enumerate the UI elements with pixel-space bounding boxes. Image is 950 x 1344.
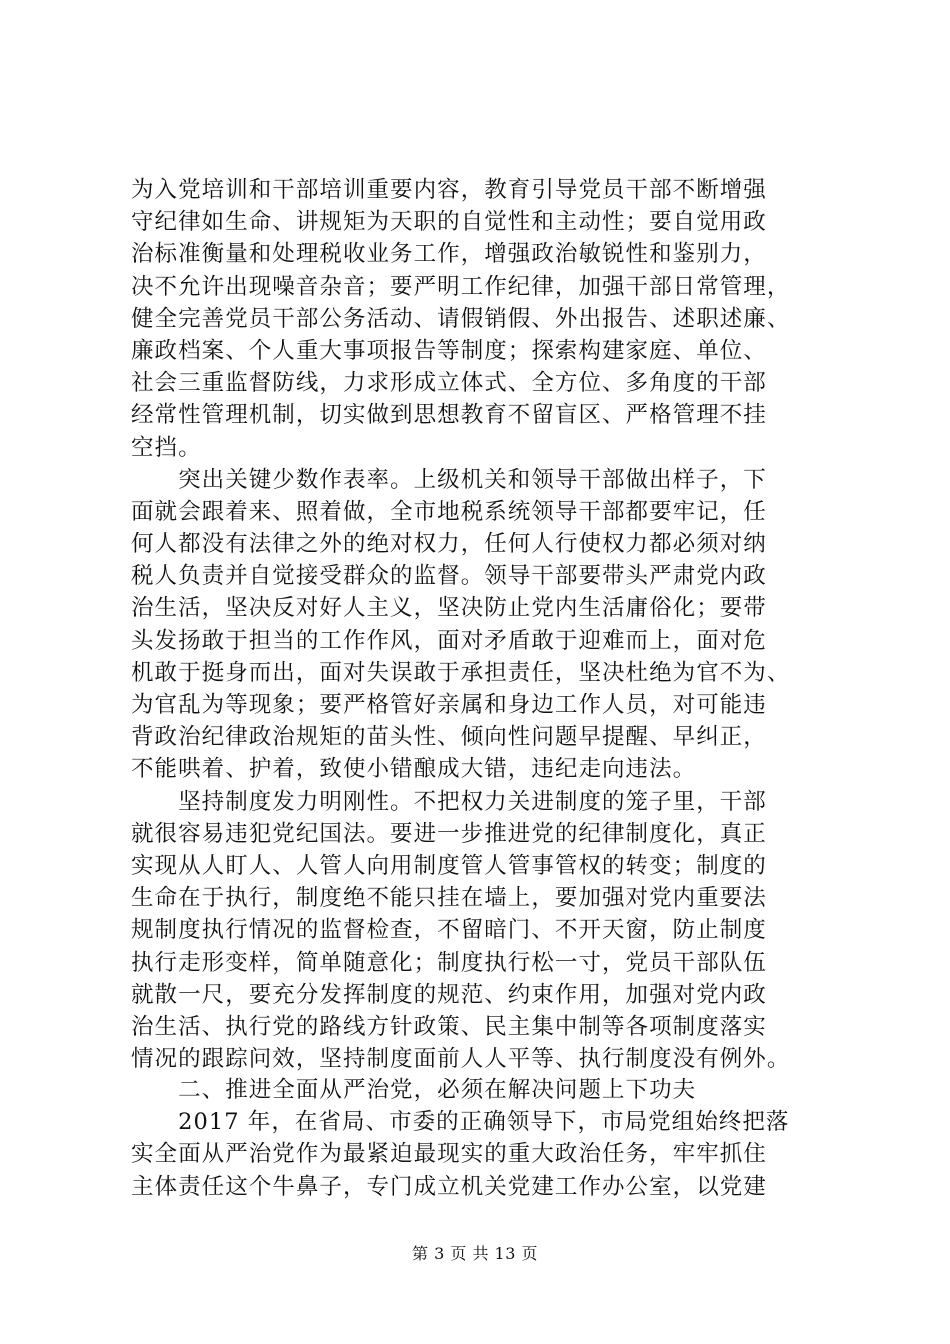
text-line: 突出关键少数作表率。上级机关和领导干部做出样子，下 [131,466,767,493]
text-line: 规制度执行情况的监督检查，不留暗门、不开天窗，防止制度 [131,917,767,944]
text-line: 经常性管理机制，切实做到思想教育不留盲区、严格管理不挂 [131,402,767,429]
text-line: 廉政档案、个人重大事项报告等制度；探索构建家庭、单位、 [131,337,767,364]
text-line: 为入党培训和干部培训重要内容，教育引导党员干部不断增强 [131,177,767,203]
text-line: 坚持制度发力明刚性。不把权力关进制度的笼子里，干部 [131,788,767,815]
text-line: 实现从人盯人、人管人向用制度管人管事管权的转变；制度的 [131,852,767,879]
text-line: 何人都没有法律之外的绝对权力，任何人行使权力都必须对纳 [131,531,767,558]
text-line: 决不允许出现噪音杂音；要严明工作纪律，加强干部日常管理， [131,273,791,300]
text-line: 治标准衡量和处理税收业务工作，增强政治敏锐性和鉴别力， [131,241,767,268]
text-line: 生命在于执行，制度绝不能只挂在墙上，要加强对党内重要法 [131,885,767,912]
text-line: 机敢于挺身而出，面对失误敢于承担责任，坚决杜绝为官不为、 [131,659,791,686]
section-text-block [131,1074,831,1203]
text-line: 治生活、执行党的路线方针政策、民主集中制等各项制度落实 [131,1013,767,1040]
text-line: 健全完善党员干部公务活动、请假销假、外出报告、述职述廉、 [131,305,791,332]
text-line: 主体责任这个牛鼻子，专门成立机关党建工作办公室，以党建 [131,1173,767,1200]
text-line: 就散一尺，要充分发挥制度的规范、约束作用，加强对党内政 [131,981,767,1008]
text-line: 空挡。 [131,434,202,461]
text-line: 社会三重监督防线，力求形成立体式、全方位、多角度的干部 [131,370,767,397]
text-line: 税人负责并自觉接受群众的监督。领导干部要带头严肃党内政 [131,563,767,590]
text-line: 2017 年，在省局、市委的正确领导下，市局党组始终把落 [131,1109,790,1136]
text-line: 背政治纪律政治规矩的苗头性、倾向性问题早提醒、早纠正， [131,724,767,751]
text-line: 就很容易违犯党纪国法。要进一步推进党的纪律制度化，真正 [131,820,767,847]
text-line: 治生活，坚决反对好人主义，坚决防止党内生活庸俗化；要带 [131,595,767,622]
text-line: 守纪律如生命、讲规矩为天职的自觉性和主动性；要自觉用政 [131,209,767,236]
text-line: 面就会跟着来、照着做，全市地税系统领导干部都要牢记，任 [131,498,767,525]
text-line: 情况的跟踪问效，坚持制度面前人人平等、执行制度没有例外。 [131,1046,791,1073]
page-number-footer: 第 3 页 共 13 页 [412,1244,538,1263]
text-line: 为官乱为等现象；要严格管好亲属和身边工作人员，对可能违 [131,692,767,718]
text-line: 头发扬敢于担当的工作作风，面对矛盾敢于迎难而上，面对危 [131,627,767,654]
body-text-block [131,174,831,1075]
text-line: 执行走形变样，简单随意化；制度执行松一寸，党员干部队伍 [131,949,767,976]
text-line: 二、推进全面从严治党，必须在解决问题上下功夫 [131,1077,697,1103]
text-line: 不能哄着、护着，致使小错酿成大错，违纪走向违法。 [131,756,697,783]
text-line: 实全面从严治党作为最紧迫最现实的重大政治任务，牢牢抓住 [131,1141,767,1168]
